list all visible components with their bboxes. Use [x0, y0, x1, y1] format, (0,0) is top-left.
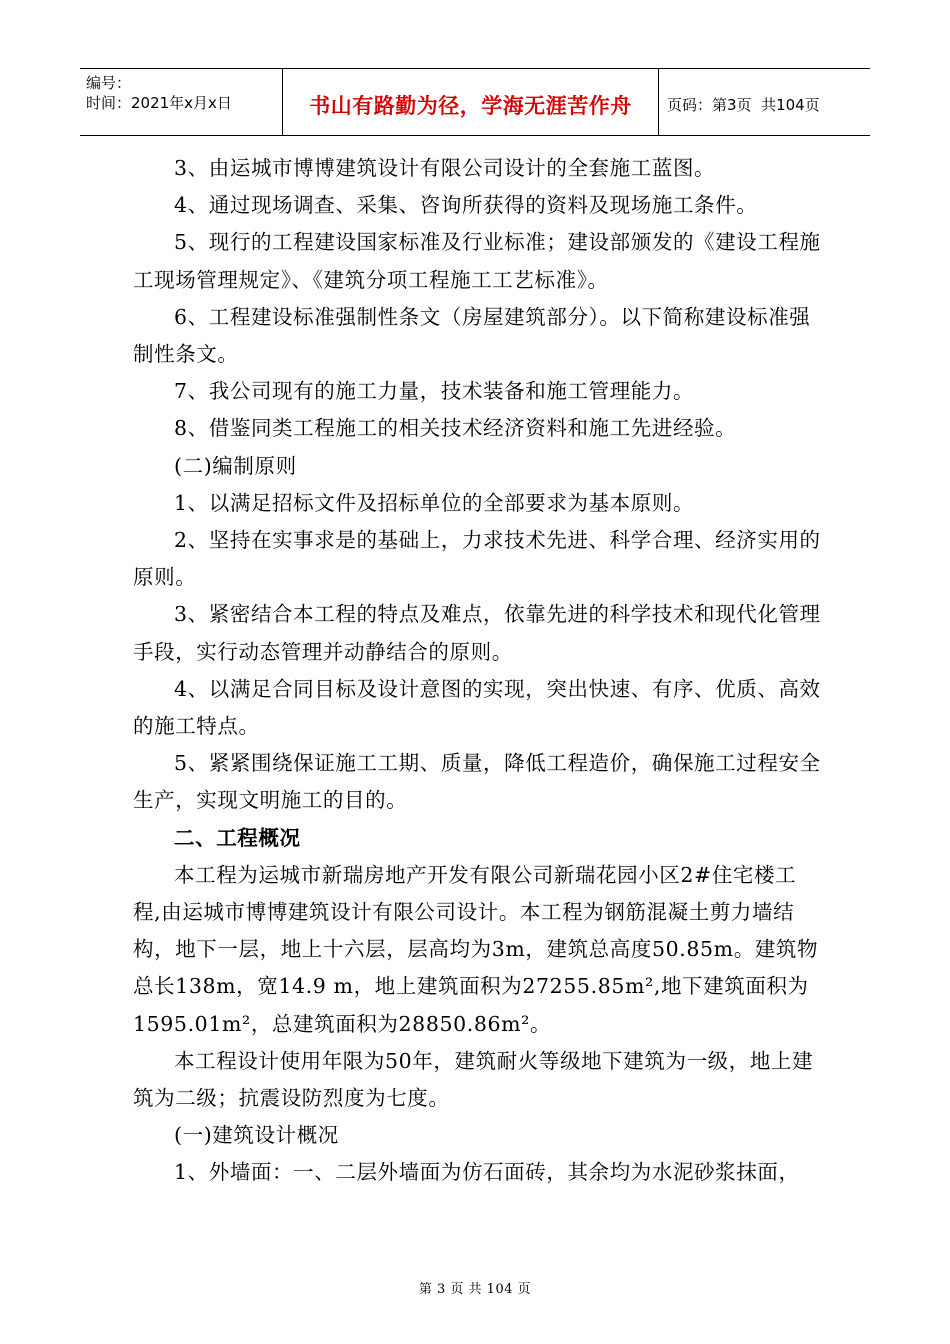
- paragraph: 5、现行的工程建设国家标准及行业标准；建设部颁发的《建设工程施工现场管理规定》、《建筑分项工程施工工艺标准》。: [133, 230, 821, 292]
- paragraph: (二)编制原则: [174, 453, 297, 478]
- page-footer: 第 3 页 共 104 页: [418, 1282, 532, 1297]
- paragraph: 3、紧密结合本工程的特点及难点，依靠先进的科学技术和现代化管理手段，实行动态管理并动静结合的原则。: [133, 602, 821, 664]
- header-page-info: 页码：第3页 共104页: [667, 95, 820, 114]
- paragraph: 本工程为运城市新瑞房地产开发有限公司新瑞花园小区2#住宅楼工程,由运城市博博建筑设计有限公司设计。本工程为钢筋混凝土剪力墙结构，地下一层，地上十六层，层高均为3m，建筑总高度50.85m。建筑物总长138m，宽14.9 m，地上建筑面积为27255.85m²,地下建筑面积为1595.01m²，总建筑面积为28850.86m²。: [133, 862, 819, 1036]
- paragraph: 7、我公司现有的施工力量，技术装备和施工管理能力。: [174, 379, 695, 404]
- paragraph: 3、由运城市博博建筑设计有限公司设计的全套施工蓝图。: [174, 156, 716, 180]
- paragraph: 8、借鉴同类工程施工的相关技术经济资料和施工先进经验。: [174, 416, 737, 441]
- paragraph: 5、紧紧围绕保证施工工期、质量，降低工程造价，确保施工过程安全生产，实现文明施工的目的。: [133, 751, 821, 813]
- header-motto: 书山有路勤为径，学海无涯苦作舟: [283, 69, 659, 135]
- document-time-label: 时间：2021年x月x日: [86, 94, 232, 112]
- section-heading: 二、工程概况: [174, 825, 301, 850]
- paragraph: 1、以满足招标文件及招标单位的全部要求为基本原则。: [174, 490, 695, 515]
- header-info-cell: [80, 69, 283, 135]
- document-body: [133, 150, 823, 1192]
- page-header: [80, 68, 870, 136]
- paragraph: (一)建筑设计概况: [174, 1123, 339, 1148]
- paragraph: 本工程设计使用年限为50年，建筑耐火等级地下建筑为一级，地上建筑为二级；抗震设防烈度为七度。: [133, 1048, 814, 1111]
- paragraph: 6、工程建设标准强制性条文（房屋建筑部分）。以下简称建设标准强制性条文。: [133, 304, 811, 367]
- paragraph: 4、以满足合同目标及设计意图的实现，突出快速、有序、优质、高效的施工特点。: [133, 676, 821, 739]
- document-number-label: 编号：: [86, 74, 132, 92]
- paragraph: 1、外墙面：一、二层外墙面为仿石面砖，其余均为水泥砂浆抹面，: [174, 1160, 800, 1185]
- paragraph: 4、通过现场调查、采集、咨询所获得的资料及现场施工条件。: [174, 193, 758, 218]
- paragraph: 2、坚持在实事求是的基础上，力求技术先进、科学合理、经济实用的原则。: [133, 528, 821, 590]
